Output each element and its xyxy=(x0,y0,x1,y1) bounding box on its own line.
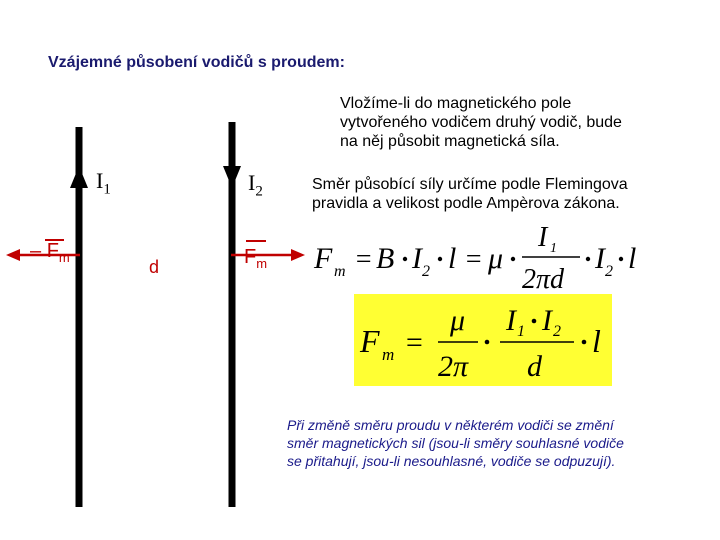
force-right-label xyxy=(244,246,267,271)
f2-I2-index: 2 xyxy=(553,323,561,340)
direction-note xyxy=(287,416,624,470)
current-2-label xyxy=(248,170,263,200)
note-line-2: směr magnetických sil (jsou-li směry souhlasné vodiče xyxy=(287,435,624,451)
force-right-index: m xyxy=(256,256,268,271)
f2-two-pi: 2π xyxy=(438,350,469,383)
f1-dot-3 xyxy=(511,257,515,261)
force-left-label xyxy=(30,240,70,265)
formula-ampere-general xyxy=(310,222,650,294)
force-right-arrow-icon xyxy=(291,249,305,261)
f1-I-index: 2 xyxy=(422,263,430,280)
distance-label: d xyxy=(149,257,160,277)
f2-I2: I xyxy=(542,304,552,337)
f1-dot-5 xyxy=(619,257,623,261)
current-1-symbol: I xyxy=(96,168,104,193)
f1-equals: = xyxy=(354,244,373,275)
f2-dot-3 xyxy=(582,340,587,345)
f1-denominator: 2πd xyxy=(522,264,565,294)
intro-line-3: na něj působit magnetická síla. xyxy=(340,133,560,150)
f1-num-I: I xyxy=(538,222,548,253)
current-1-arrow-icon xyxy=(70,166,88,188)
f2-equals: = xyxy=(404,326,425,359)
page-title: Vzájemné působení vodičů s proudem: xyxy=(48,54,345,71)
current-1-index: 1 xyxy=(103,181,111,198)
current-2-symbol: I xyxy=(248,170,256,195)
f1-num-sub: 1 xyxy=(550,241,557,256)
intro-line-1: Vložíme-li do magnetického pole xyxy=(340,95,572,112)
f1-l-2: l xyxy=(628,242,637,275)
f1-dot-2 xyxy=(438,257,442,261)
f1-equals-2: = xyxy=(464,244,483,275)
f2-dot-1 xyxy=(485,340,490,345)
note-line-3: se přitahují, jsou-li nesouhlasné, vodiče se odpuzují). xyxy=(287,453,616,469)
current-1-label xyxy=(96,168,111,198)
force-left-minus: – xyxy=(30,240,42,262)
rule-line-2: pravidla a velikost podle Ampèrova zákona. xyxy=(312,195,620,212)
note-line-1: Při změně směru proudu v některém vodiči se změní xyxy=(287,417,614,433)
f2-I1-index: 1 xyxy=(517,323,525,340)
f2-I1: I xyxy=(506,304,516,337)
force-left-symbol: F xyxy=(46,240,59,262)
force-left-arrow-icon xyxy=(6,249,20,261)
f1-dot-4 xyxy=(586,257,590,261)
f1-dot-1 xyxy=(403,257,407,261)
formula-parallel-wires xyxy=(354,294,612,386)
f2-F: F xyxy=(360,323,380,359)
f1-B: B xyxy=(376,242,395,275)
f1-m: m xyxy=(334,263,346,280)
f2-m: m xyxy=(382,345,395,364)
f2-dot-2 xyxy=(532,319,537,324)
rule-line-1: Směr působící síly určíme podle Flemingova xyxy=(312,176,628,193)
f1-F: F xyxy=(314,242,333,275)
intro-line-2: vytvořeného vodičem druhý vodič, bude xyxy=(340,114,622,131)
force-right-symbol: F xyxy=(244,246,257,268)
f1-l: l xyxy=(448,242,457,275)
f2-l: l xyxy=(592,323,601,359)
f2-mu: μ xyxy=(450,304,466,337)
f2-d: d xyxy=(527,350,542,383)
f1-I2: I xyxy=(595,242,605,275)
f1-I2-index: 2 xyxy=(605,263,613,280)
f1-I: I xyxy=(412,242,422,275)
current-2-arrow-icon xyxy=(223,166,241,188)
f1-mu: μ xyxy=(488,242,504,275)
current-2-index: 2 xyxy=(255,183,263,200)
force-left-index: m xyxy=(58,250,70,265)
